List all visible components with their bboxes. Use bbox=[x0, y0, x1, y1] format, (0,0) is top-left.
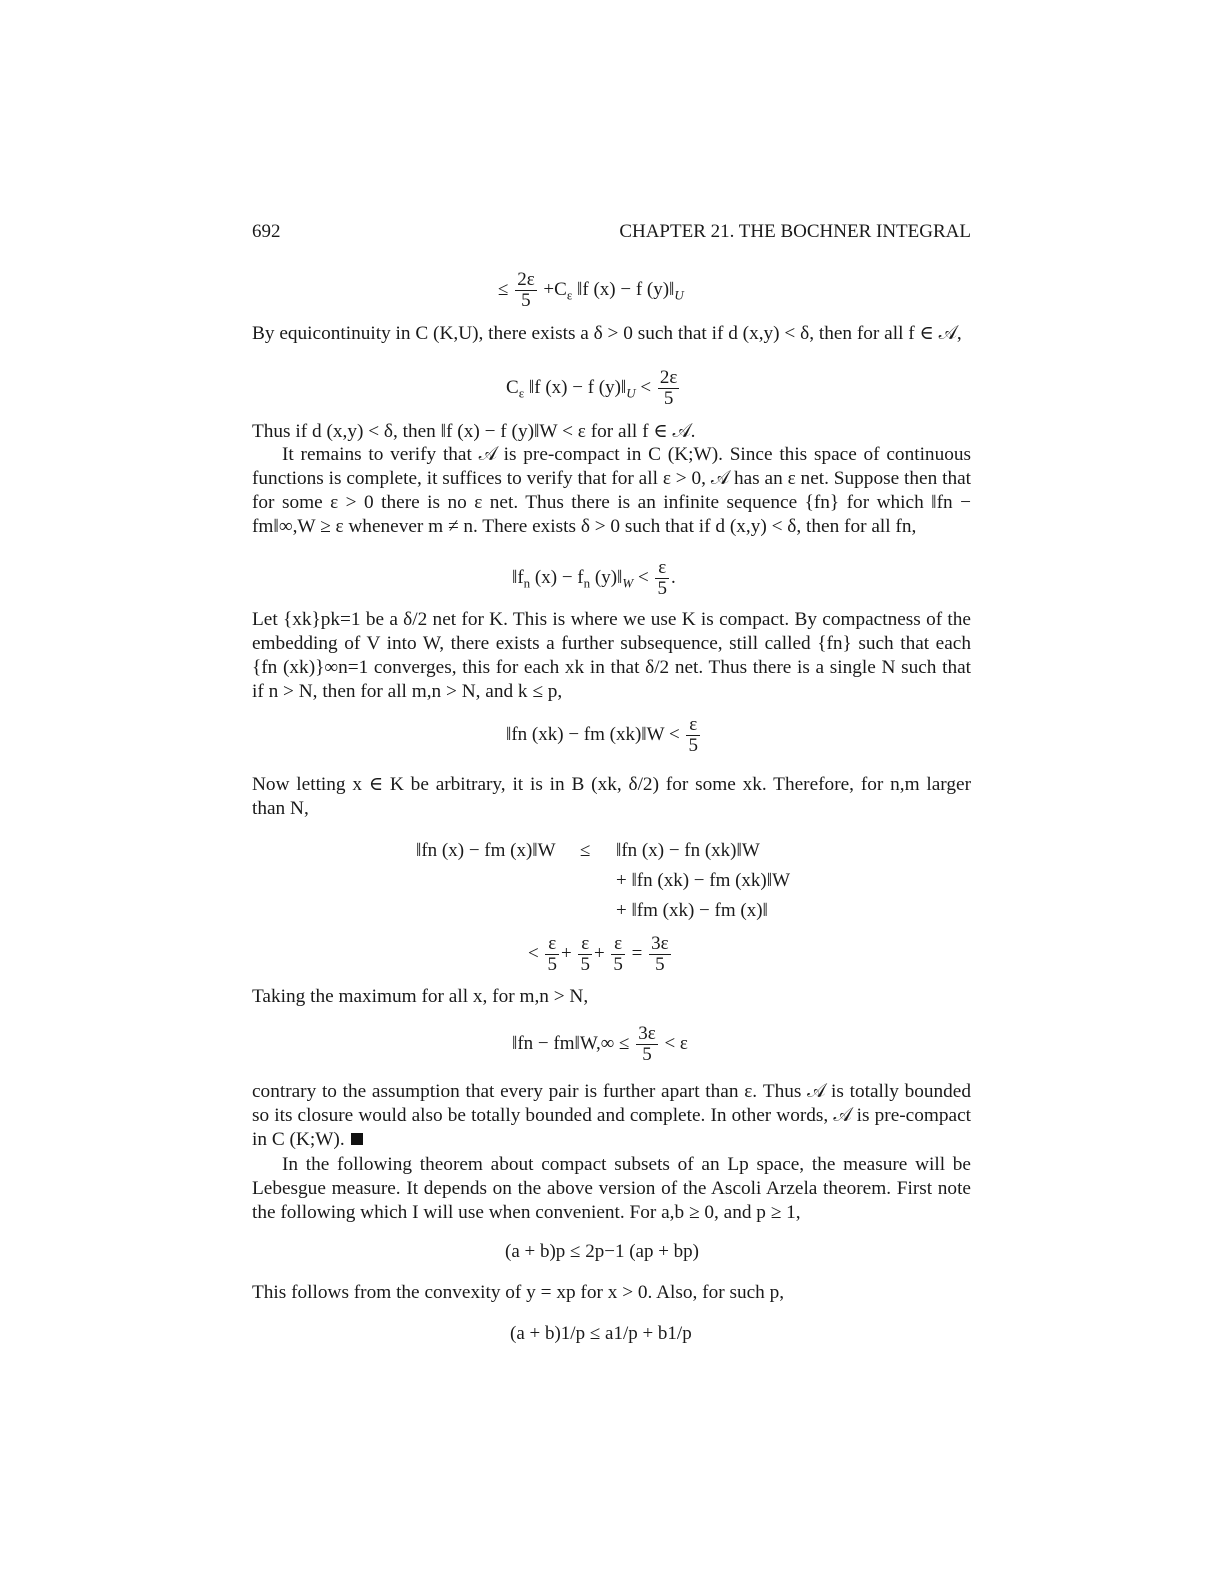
chapter-title: CHAPTER 21. THE BOCHNER INTEGRAL bbox=[619, 221, 971, 242]
equation-2: $C_\varepsilon$ ‖f (x) − f $(y)‖_U$ < $\frac{2\varepsilon}{5}$ bbox=[506, 367, 678, 409]
paragraph-8: In the following theorem about compact subsets of an Lp space, the measure will be Lebesgue measure. It depends on the above version of the Ascoli Arzela theorem. First note the following which I will use when convenient. For a,b ≥ 0, and p ≥ 1, bbox=[252, 1154, 971, 1223]
equation-3: $‖f_n$ $(x) - f_n$ $(y)‖_W$ < $\frac{\varepsilon}{5}$ . bbox=[512, 557, 676, 599]
aligned-lhs: ‖fn (x) − fm (x)‖W bbox=[416, 840, 556, 861]
aligned-row-2: + ‖fn (xk) − fm (xk)‖W bbox=[616, 870, 791, 891]
paragraph-1: By equicontinuity in C (K,U), there exists a δ > 0 such that if d (x,y) < δ, then for all f ∈ 𝒜, bbox=[252, 323, 962, 344]
paragraph-4: Let {xk}pk=1 be a δ/2 net for K. This is where we use K is compact. By compactness of the embedding of V into W, there exists a further subsequence, still called {fn} such that each {fn (xk)}∞n=1 converges, this for each xk in that δ/2 net. Thus there is a single N such that if n > N, then for all m,n > N, and k ≤ p, bbox=[252, 609, 971, 702]
equation-5: < $\frac{\varepsilon}{5}$ + $\frac{\varepsilon}{5}$ + $\frac{\varepsilon}{5}$ = $\frac{3\varepsilon}{5}$ bbox=[528, 933, 669, 975]
equation-6: ‖fn − fm‖W,∞ ≤ $\frac{3\varepsilon}{5}$ < ε bbox=[512, 1023, 688, 1065]
equation-8: (a + b)1/p ≤ a1/p + b1/p bbox=[510, 1323, 692, 1344]
paragraph-5: Now letting x ∈ K be arbitrary, it is in B (xk, δ/2) for some xk. Therefore, for n,m larger than N, bbox=[252, 774, 971, 819]
aligned-row-3: + ‖fm (xk) − fm (x)‖ bbox=[616, 900, 768, 921]
paragraph-2: Thus if d (x,y) < δ, then ‖f (x) − f (y)‖W < ε for all f ∈ 𝒜. bbox=[252, 421, 696, 442]
aligned-row-1: ‖fn (x) − fn (xk)‖W bbox=[616, 840, 760, 861]
qed-square-icon bbox=[351, 1133, 363, 1145]
paragraph-3: It remains to verify that 𝒜 is pre-compact in C (K;W). Since this space of continuous functions is complete, it suffices to verify that for all ε > 0, 𝒜 has an ε net. Suppose then that for some ε > 0 there is no ε net. Thus there is an infinite sequence {fn} for which ‖fn − fm‖∞,W ≥ ε whenever m ≠ n. There exists δ > 0 such that if d (x,y) < δ, then for all fn, bbox=[252, 444, 971, 537]
paragraph-7: contrary to the assumption that every pair is further apart than ε. Thus 𝒜 is totally bounded so its closure would also be totally bounded and complete. In other words, 𝒜 is pre-compact in C (K;W). bbox=[252, 1081, 971, 1150]
equation-1: ≤ $\frac{2\varepsilon}{5}$ $+C_\varepsilon$ ‖f (x) − f $(y)‖_U$ bbox=[498, 269, 684, 311]
equation-7: (a + b)p ≤ 2p−1 (ap + bp) bbox=[505, 1241, 699, 1262]
paragraph-9: This follows from the convexity of y = xp for x > 0. Also, for such p, bbox=[252, 1282, 785, 1303]
paragraph-6: Taking the maximum for all x, for m,n > N, bbox=[252, 986, 589, 1007]
page-number: 692 bbox=[252, 221, 281, 242]
equation-4: ‖fn (xk) − fm (xk)‖W < $\frac{\varepsilon}{5}$ bbox=[506, 714, 698, 756]
aligned-relation: ≤ bbox=[580, 840, 591, 861]
